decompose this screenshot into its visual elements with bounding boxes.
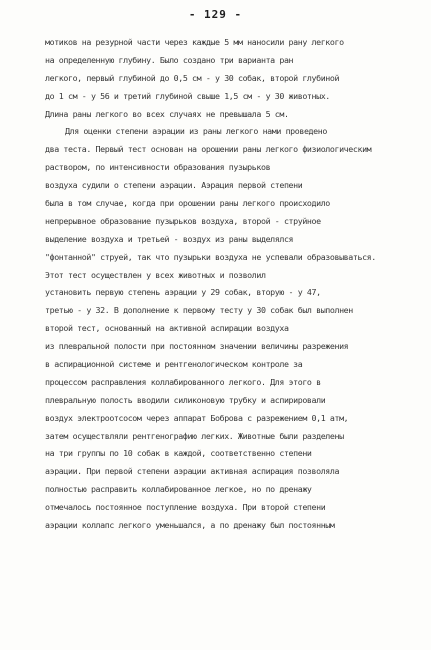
text-line: второй тест, основанный на активной аспирации воздуха bbox=[45, 323, 289, 334]
text-line: из плевральной полости при постоянном значении величины разрежения bbox=[45, 341, 349, 352]
text-line: затем осуществляли рентгенографию легких. Животные были разделены bbox=[45, 430, 344, 441]
text-line: аэрации. При первой степени аэрации активная аспирация позволяла bbox=[45, 466, 340, 477]
text-line: была в том случае, когда при орошении раны легкого происходило bbox=[45, 198, 330, 209]
text-line: процессом расправления коллабированного легкого. Для этого в bbox=[45, 376, 321, 387]
text-line: выделение воздуха и третьей - воздух из раны выделялся bbox=[45, 233, 294, 244]
text-line: мотиков на резурной части через каждые 5 мм наносили рану легкого bbox=[45, 37, 344, 47]
text-line: до 1 см - у 56 и третий глубиной свыше 1,5 см - у 30 животных. bbox=[45, 90, 330, 101]
body-text bbox=[45, 34, 405, 535]
page-number: - 129 - bbox=[188, 8, 243, 21]
text-line: Этот тест осуществлен у всех животных и позволил bbox=[45, 269, 266, 280]
text-line: воздуха судили о степени аэрации. Аэрация первой степени bbox=[45, 180, 303, 191]
text-line: воздух электроотсосом через аппарат Боброва с разрежением 0,1 атм, bbox=[45, 412, 349, 423]
text-line: аэрации коллапс легкого уменьшался, а по дренажу был постоянным bbox=[45, 520, 335, 531]
text-line: раствором, по интенсивности образования пузырьков bbox=[45, 162, 271, 173]
text-line: в аспирационной системе и рентгенологическом контроле за bbox=[45, 359, 303, 370]
text-line: два теста. Первый тест основан на орошении раны легкого физиологическим bbox=[45, 144, 372, 155]
text-line: отмечалось постоянное поступление воздуха. При второй степени bbox=[45, 502, 326, 513]
text-line: третью - у 32. В дополнение к первому тесту у 30 собак был выполнен bbox=[45, 305, 353, 316]
text-line: полностью расправить коллабированное легкое, но по дренажу bbox=[45, 484, 312, 495]
text-line: на определенную глубину. Было создано три варианта ран bbox=[45, 54, 294, 65]
text-line: непрерывное образование пузырьков воздуха, второй - струйное bbox=[45, 215, 321, 226]
text-line: плевральную полость вводили силиконовую трубку и аспирировали bbox=[45, 394, 326, 405]
text-line: на три группы по 10 собак в каждой, соответственно степени bbox=[45, 448, 312, 459]
text-line: "фонтанной" струей, так что пузырьки воздуха не успевали образовываться. bbox=[45, 251, 376, 262]
text-line: легкого, первый глубиной до 0,5 см - у 30 собак, второй глубиной bbox=[45, 72, 340, 83]
text-line: Для оценки степени аэрации из раны легкого нами проведено bbox=[65, 126, 327, 137]
text-line: Длина раны легкого во всех случаях не превышала 5 см. bbox=[45, 108, 289, 119]
text-line: установить первую степень аэрации у 29 собак, вторую - у 47, bbox=[45, 287, 321, 298]
